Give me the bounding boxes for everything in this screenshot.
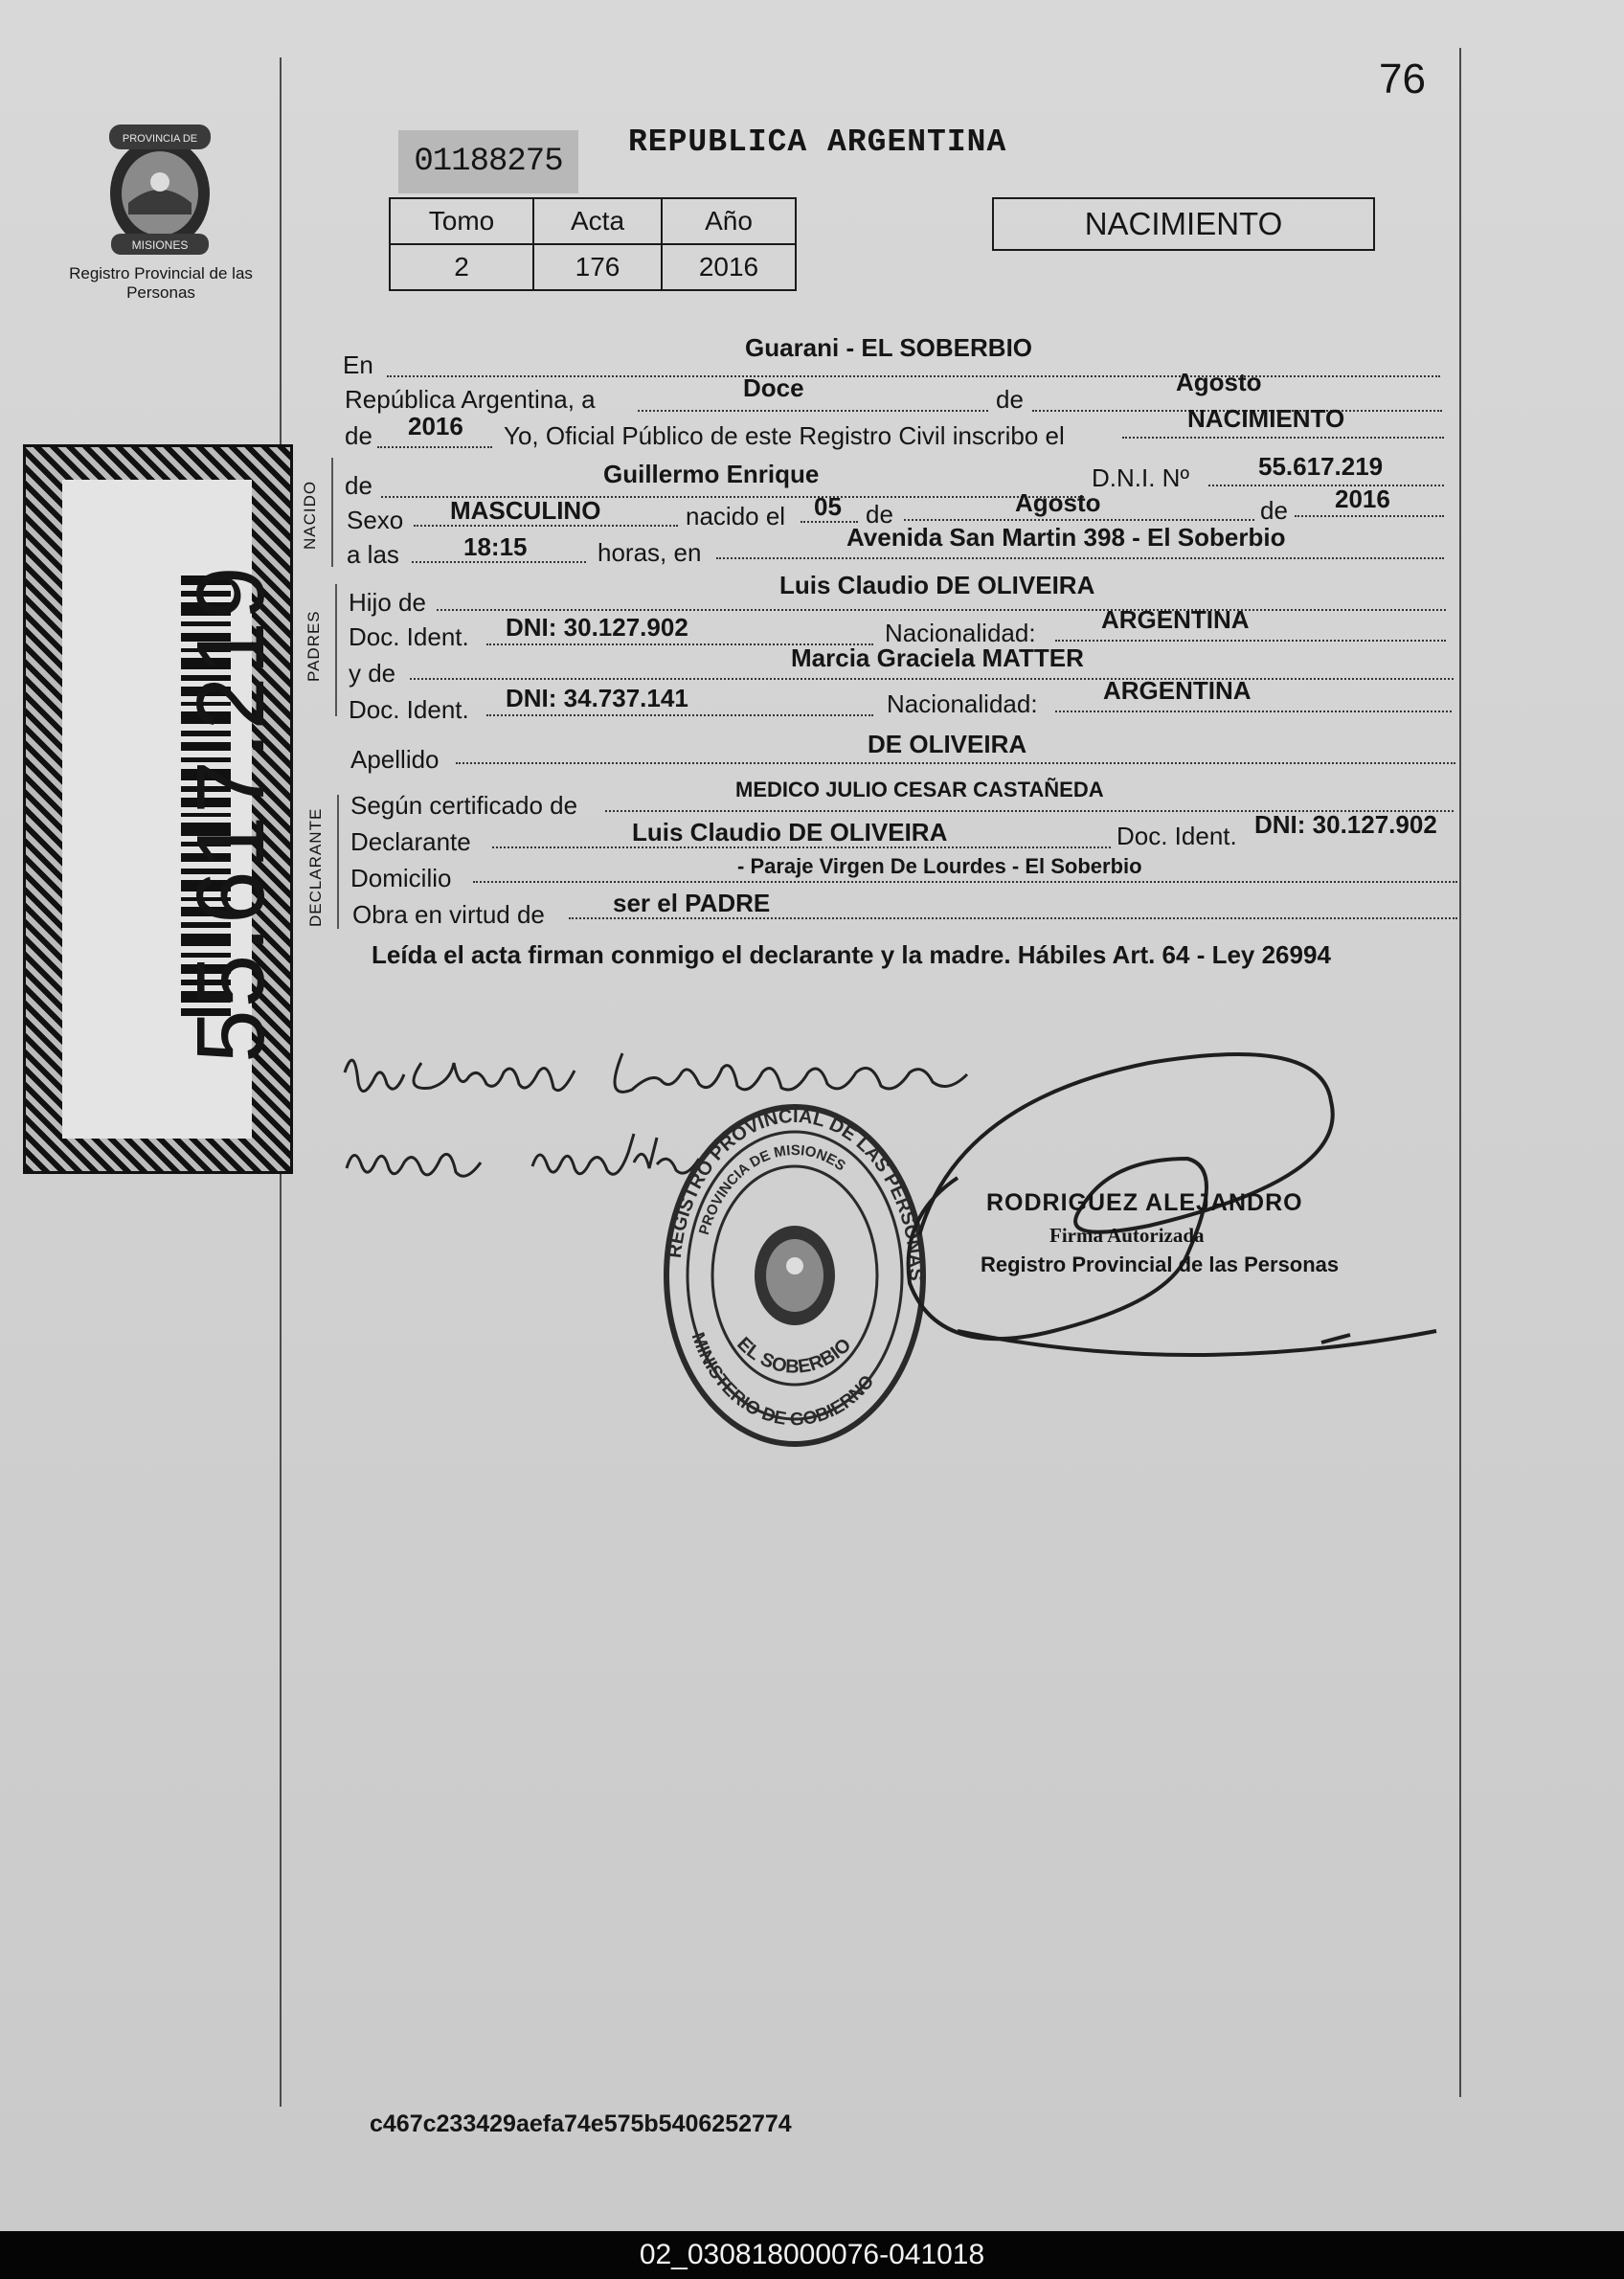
birth-place-value: Avenida San Martin 398 - El Soberbio xyxy=(846,523,1286,552)
country-title: REPUBLICA ARGENTINA xyxy=(628,124,1007,160)
dotted-line xyxy=(904,519,1254,521)
tomo-header: Tomo xyxy=(390,198,533,244)
side-label-nacido: NACIDO xyxy=(301,480,319,550)
serial-number: 01188275 xyxy=(398,130,578,193)
side-label-declarante: DECLARANTE xyxy=(306,807,325,927)
horas-en-label: horas, en xyxy=(598,538,702,567)
obra-value: ser el PADRE xyxy=(613,889,771,917)
nacido-el-label: nacido el xyxy=(686,502,786,530)
place-value: Guarani - EL SOBERBIO xyxy=(745,333,1033,362)
madre-name-value: Marcia Graciela MATTER xyxy=(791,643,1084,672)
republica-label: República Argentina, a xyxy=(345,385,596,414)
year-value: 2016 xyxy=(408,412,463,440)
dotted-line xyxy=(1055,711,1452,712)
act-value: NACIMIENTO xyxy=(1187,404,1345,433)
register-table xyxy=(389,197,797,291)
nacido-de-label-2: de xyxy=(866,500,893,529)
dni-label: D.N.I. Nº xyxy=(1092,463,1189,492)
tomo-value: 2 xyxy=(390,244,533,290)
padre-name-value: Luis Claudio DE OLIVEIRA xyxy=(779,571,1095,599)
padre-doc-label: Doc. Ident. xyxy=(349,622,469,651)
domicilio-label: Domicilio xyxy=(350,864,452,892)
dotted-line xyxy=(1208,485,1444,486)
month-value: Agosto xyxy=(1176,368,1262,396)
birth-month-value: Agosto xyxy=(1015,488,1101,517)
dotted-line xyxy=(473,881,1457,883)
dotted-line xyxy=(716,557,1444,559)
day-value: Doce xyxy=(743,373,804,402)
madre-doc-value: DNI: 34.737.141 xyxy=(506,684,688,712)
dotted-line xyxy=(377,446,492,448)
act-type-box: NACIMIENTO xyxy=(992,197,1375,251)
dotted-line xyxy=(486,714,873,716)
dotted-line xyxy=(387,375,1440,377)
svg-text:REGISTRO PROVINCIAL DE LAS PER: REGISTRO PROVINCIAL DE LAS PERSONAS xyxy=(664,1105,927,1281)
declarante-doc-label: Doc. Ident. xyxy=(1116,822,1237,850)
official-registry: Registro Provincial de las Personas xyxy=(981,1252,1340,1276)
section-bracket xyxy=(331,458,333,567)
madre-nac-value: ARGENTINA xyxy=(1103,676,1252,705)
svg-text:EL SOBERBIO: EL SOBERBIO xyxy=(733,1333,856,1378)
declarante-label: Declarante xyxy=(350,827,471,856)
section-bracket xyxy=(337,795,339,929)
anio-header: Año xyxy=(662,198,796,244)
certificado-value: MEDICO JULIO CESAR CASTAÑEDA xyxy=(735,778,1104,801)
side-label-padres: PADRES xyxy=(304,610,323,682)
dotted-line xyxy=(1055,640,1446,642)
anio-value: 2016 xyxy=(662,244,796,290)
svg-text:PROVINCIA DE: PROVINCIA DE xyxy=(122,133,198,145)
nacido-de-label: de xyxy=(345,471,372,500)
official-stamp-icon xyxy=(651,1088,938,1452)
child-name-value: Guillermo Enrique xyxy=(603,460,820,488)
misiones-seal-icon xyxy=(90,119,230,259)
birth-year-value: 2016 xyxy=(1335,485,1390,513)
en-label: En xyxy=(343,350,373,379)
de-label: de xyxy=(996,385,1024,414)
madre-nac-label: Nacionalidad: xyxy=(887,689,1038,718)
svg-text:PROVINCIA DE MISIONES: PROVINCIA DE MISIONES xyxy=(695,1141,848,1237)
declarante-doc-value: DNI: 30.127.902 xyxy=(1254,810,1437,839)
svg-text:MINISTERIO DE GOBIERNO: MINISTERIO DE GOBIERNO xyxy=(687,1329,879,1431)
barcode-dni-number: 55.617.219 xyxy=(177,564,284,1063)
hora-value: 18:15 xyxy=(463,532,528,561)
dotted-line xyxy=(437,609,1446,611)
closing-statement: Leída el acta firman conmigo el declarante y la madre. Hábiles Art. 64 - Ley 26994 xyxy=(372,940,1331,969)
document-hash: c467c233429aefa74e575b5406252774 xyxy=(370,2110,792,2137)
dotted-line xyxy=(456,762,1455,764)
dotted-line xyxy=(410,678,1454,680)
obra-label: Obra en virtud de xyxy=(352,900,545,929)
apellido-label: Apellido xyxy=(350,745,440,774)
yo-text: Yo, Oficial Público de este Registro Civil inscribo el xyxy=(504,421,1065,450)
declarante-value: Luis Claudio DE OLIVEIRA xyxy=(632,818,948,846)
dotted-line xyxy=(1122,437,1444,439)
certificado-label: Según certificado de xyxy=(350,791,578,820)
birth-day-value: 05 xyxy=(814,492,842,521)
right-frame-line xyxy=(1459,48,1461,2097)
page-number: 76 xyxy=(1379,56,1426,102)
a-las-label: a las xyxy=(347,540,399,569)
padre-nac-value: ARGENTINA xyxy=(1101,605,1250,634)
signature-madre-icon xyxy=(341,1124,705,1191)
registry-caption: Registro Provincial de las Personas xyxy=(69,264,253,302)
child-dni-value: 55.617.219 xyxy=(1258,452,1384,481)
sexo-label: Sexo xyxy=(347,506,404,534)
section-bracket xyxy=(335,584,337,716)
official-name: RODRIGUEZ ALEJANDRO xyxy=(986,1189,1303,1216)
official-role: Firma Autorizada xyxy=(1049,1224,1205,1247)
acta-value: 176 xyxy=(533,244,662,290)
domicilio-value: - Paraje Virgen De Lourdes - El Soberbio xyxy=(737,854,1142,878)
year-prefix-label: de xyxy=(345,421,372,450)
svg-text:MISIONES: MISIONES xyxy=(131,238,189,252)
apellido-value: DE OLIVEIRA xyxy=(868,730,1027,758)
dotted-line xyxy=(1295,515,1444,517)
padre-nac-label: Nacionalidad: xyxy=(885,619,1036,647)
acta-header: Acta xyxy=(533,198,662,244)
madre-doc-label: Doc. Ident. xyxy=(349,695,469,724)
y-de-label: y de xyxy=(349,659,396,688)
hijo-de-label: Hijo de xyxy=(349,588,426,617)
padre-doc-value: DNI: 30.127.902 xyxy=(506,613,688,642)
sexo-value: MASCULINO xyxy=(450,496,601,525)
nacido-de-label-3: de xyxy=(1260,496,1288,525)
dotted-line xyxy=(638,410,988,412)
footer-file-id: 02_030818000076-041018 xyxy=(0,2231,1624,2279)
